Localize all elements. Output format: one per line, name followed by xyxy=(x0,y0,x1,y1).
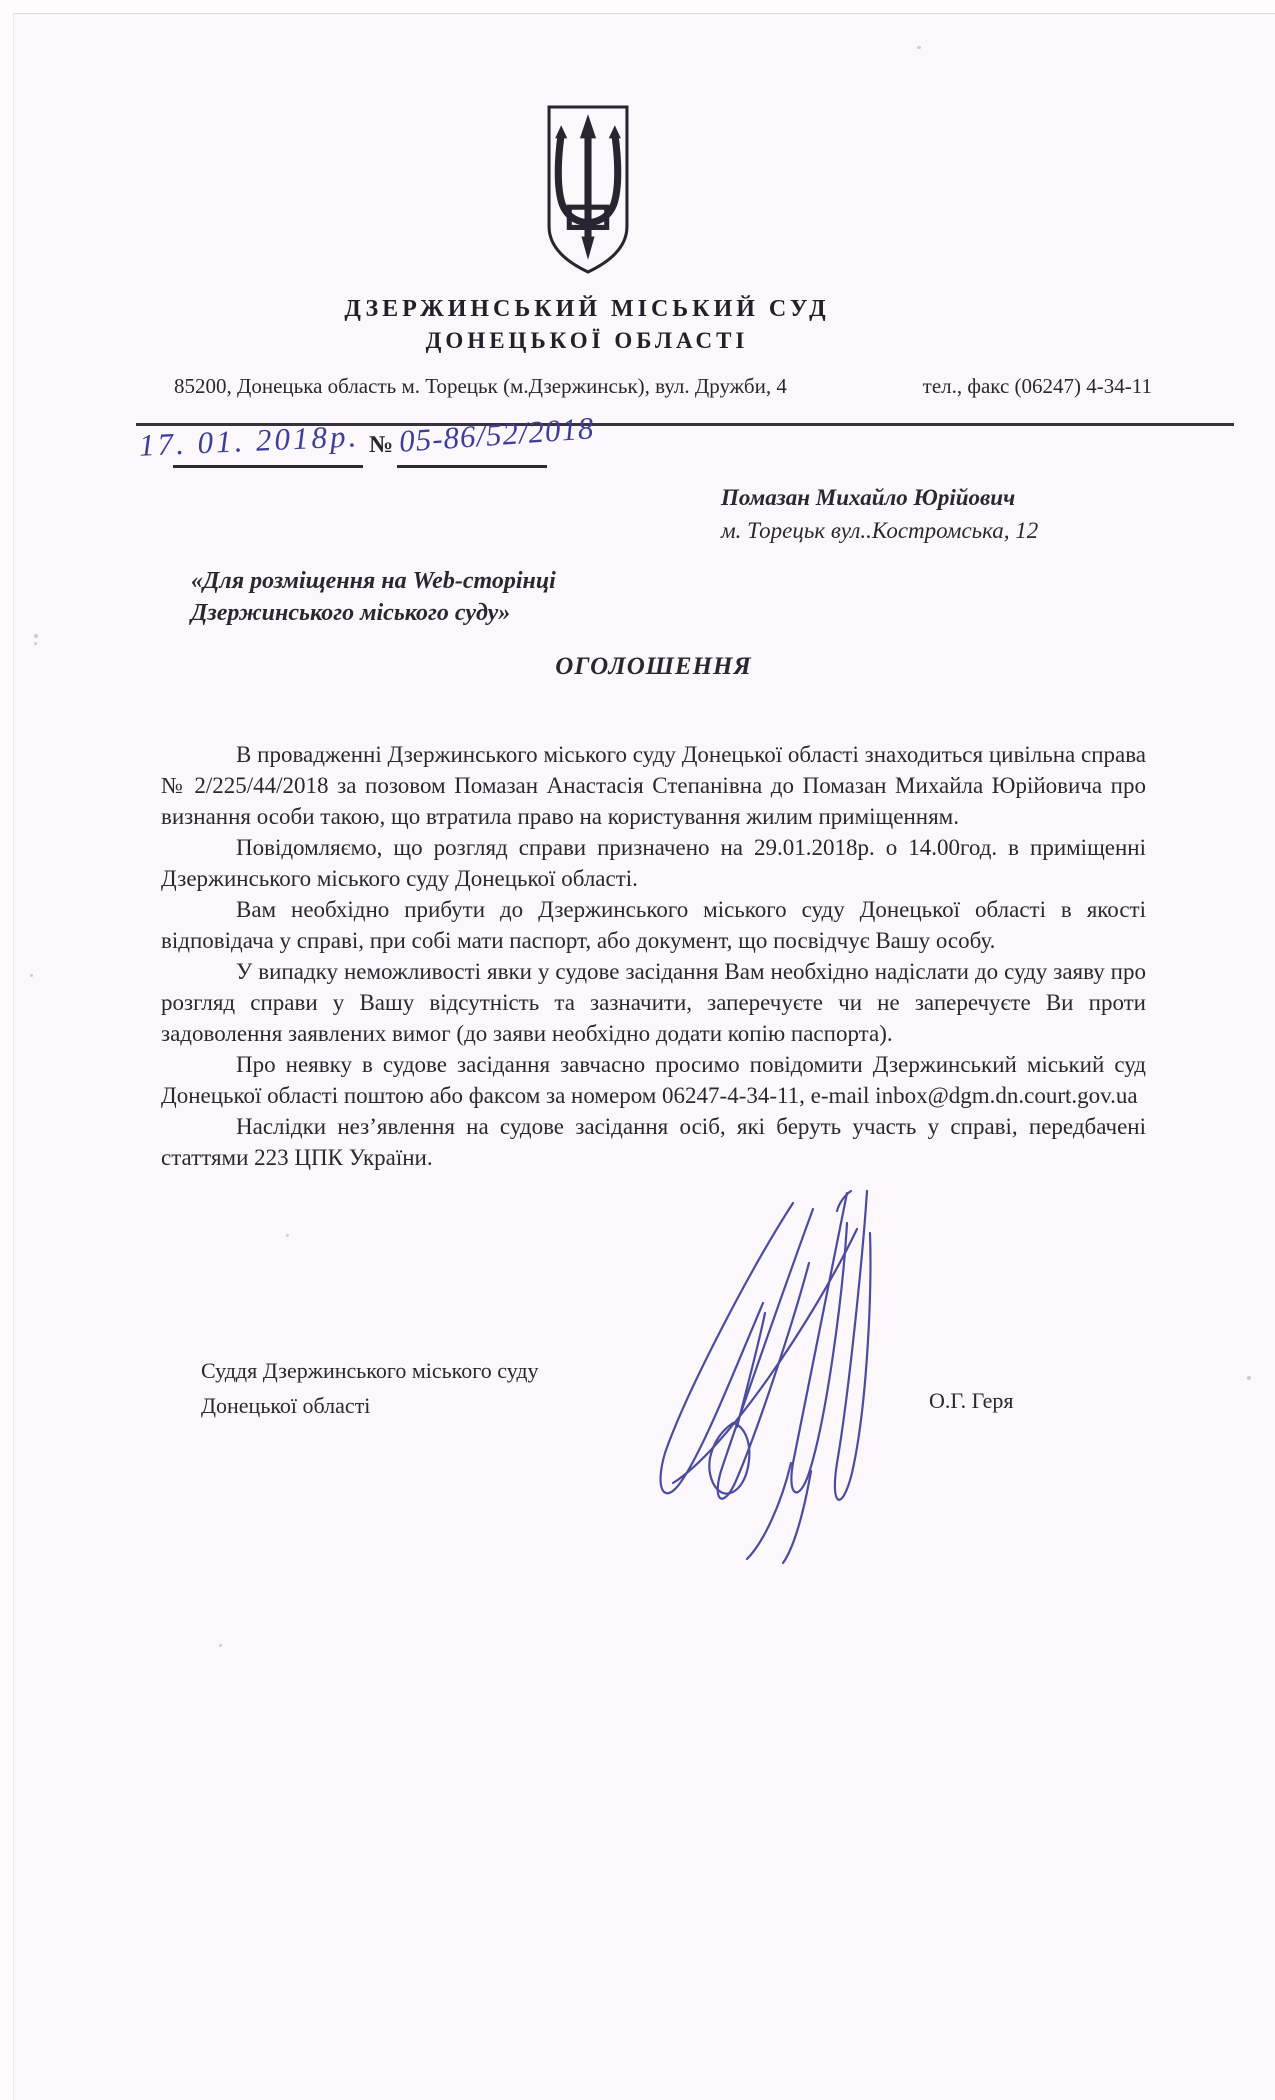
court-name-line1: ДЗЕРЖИНСЬКИЙ МІСЬКИЙ СУД xyxy=(344,296,830,322)
scan-speck xyxy=(1247,1376,1251,1380)
announcement-body xyxy=(161,739,1146,1173)
scan-speck xyxy=(219,1644,222,1647)
body-paragraph: В провадженні Дзержинського міського суду Донецької області знаходиться цивільна справа № 2/225/44/2018 за позовом Помазан Анастасія Степанівна до Помазан Михайла Юрійовича про визнання особи такою, що втратила право на користування жилим приміщенням. xyxy=(161,742,1146,829)
judge-name: О.Г. Геря xyxy=(929,1388,1014,1413)
recipient-name: Помазан Михайло Юрійович xyxy=(721,485,1016,510)
signature-scribble xyxy=(641,1171,881,1571)
number-underline xyxy=(397,465,547,468)
body-paragraph: Наслідки нез’явлення на судове засідання осіб, які беруть участь у справі, передбачені статтями 223 ЦПК України. xyxy=(161,1114,1146,1170)
body-paragraph: Повідомляємо, що розгляд справи призначено на 29.01.2018р. о 14.00год. в приміщенні Дзержинського міського суду Донецької області. xyxy=(161,835,1146,891)
date-underline xyxy=(173,465,363,468)
web-publication-note xyxy=(191,565,556,629)
web-note-line1: «Для розміщення на Web-сторінці xyxy=(191,568,556,594)
court-address: 85200, Донецька область м. Торецьк (м.Дзержинськ), вул. Дружби, 4 xyxy=(174,374,787,398)
body-paragraph: Вам необхідно прибути до Дзержинського міського суду Донецької області в якості відповідача у справі, при собі мати паспорт, або документ, що посвідчує Вашу особу. xyxy=(161,897,1146,953)
court-phone: тел., факс (06247) 4-34-11 xyxy=(922,374,1152,398)
scan-speck xyxy=(917,46,921,49)
scan-speck xyxy=(286,1234,289,1237)
court-name-line2: ДОНЕЦЬКОЇ ОБЛАСТІ xyxy=(425,328,749,353)
scan-speck xyxy=(34,642,37,645)
web-note-line2: Дзержинського міського суду» xyxy=(191,600,511,626)
scan-speck xyxy=(34,634,38,638)
outgoing-date-handwritten: 17. 01. 2018р. xyxy=(138,418,360,463)
number-sign: № xyxy=(369,432,394,458)
judge-role-line1: Суддя Дзержинського міського суду xyxy=(201,1358,539,1383)
letterhead-contact-row xyxy=(174,374,1152,399)
recipient-address: м. Торецьк вул..Костромська, 12 xyxy=(721,518,1039,543)
document-page xyxy=(13,13,1275,2100)
announcement-title: ОГОЛОШЕННЯ xyxy=(555,653,752,680)
ukraine-trident-emblem xyxy=(544,104,632,276)
outgoing-number-handwritten: 05-86/52/2018 xyxy=(397,410,596,459)
body-paragraph: Про неявку в судове засідання завчасно просимо повідомити Дзержинський міський суд Донецької області поштою або факсом за номером 06247-4-34-11, e-mail inbox@dgm.dn.court.gov.ua xyxy=(161,1052,1146,1108)
judge-role-line2: Донецької області xyxy=(201,1393,371,1418)
body-paragraph: У випадку неможливості явки у судове засідання Вам необхідно надіслати до суду заяву про розгляд справи у Вашу відсутність та зазначити, заперечуєте чи не заперечуєте Ви проти задоволення заявлених вимог (до заяви необхідно додати копію паспорта). xyxy=(161,959,1146,1046)
scan-speck xyxy=(30,974,33,977)
judge-role xyxy=(201,1353,539,1423)
